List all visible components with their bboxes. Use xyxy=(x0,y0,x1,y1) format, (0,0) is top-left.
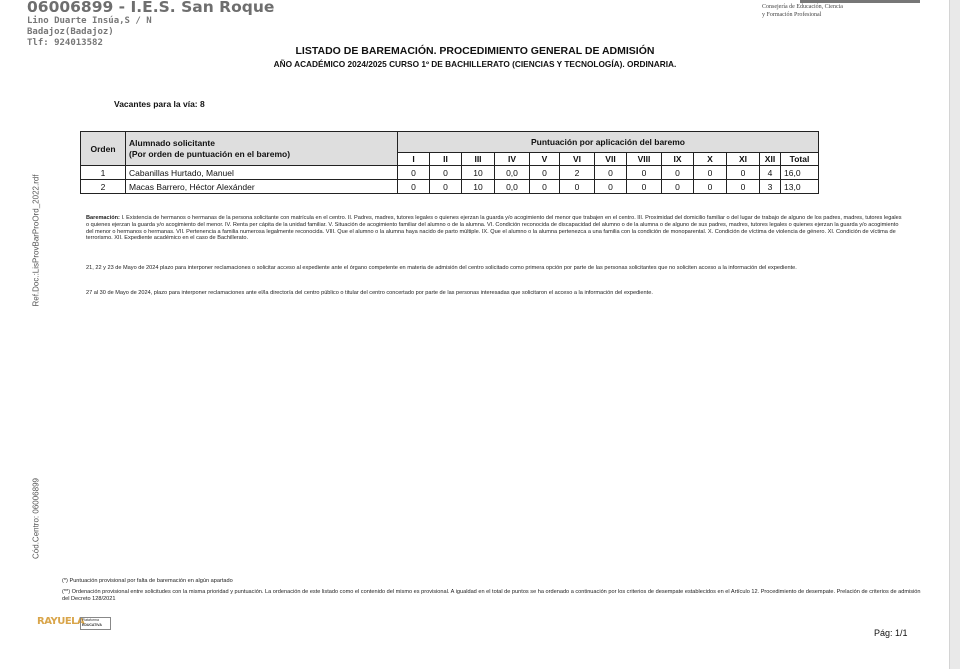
score-cell: 0 xyxy=(662,180,694,194)
rayuela-logo xyxy=(37,616,84,627)
header-criterion: X xyxy=(694,153,727,166)
header-criterion: V xyxy=(530,153,560,166)
header-orden: Orden xyxy=(81,132,126,166)
score-cell: 0 xyxy=(694,180,727,194)
header-criterion: II xyxy=(430,153,462,166)
consejeria-line-2: y Formación Profesional xyxy=(762,12,822,18)
table-row xyxy=(81,166,819,180)
ref-doc-vertical: Ref.Doc.:LisProvBarProOrd_2022.rdf xyxy=(31,174,41,307)
header-alumnado-line-2: (Por orden de puntuación en el baremo) xyxy=(129,148,291,159)
header-criterion: III xyxy=(462,153,495,166)
center-code-title: 06006899 - I.E.S. San Roque xyxy=(27,0,275,16)
header-criterion: XII xyxy=(760,153,781,166)
cod-centro-vertical: Cód.Centro: 06006899 xyxy=(31,478,41,559)
header-total: Total xyxy=(781,153,819,166)
score-cell: 0 xyxy=(727,180,760,194)
header-alumnado-line-1: Alumnado solicitante xyxy=(129,137,215,148)
consejeria-line-1: Consejería de Educación, Ciencia xyxy=(762,4,843,10)
rayuela-logo-text: RAYUELA xyxy=(37,616,85,627)
score-cell: 0 xyxy=(662,166,694,180)
page-number: Pág: 1/1 xyxy=(874,628,908,638)
footnote-ordenacion: (**) Ordenación provisional entre solicitudes con la misma prioridad y puntuación. La ordenación de este listado como el contenido del mismo es provisional. A igualdad en el total de puntos se ha ordenado a continuación por los criterios de desempate establecidos en el Artículo 12. Procedimiento de desempate. Prelación de criterios de admisión del Decreto 128/2021 xyxy=(62,589,921,602)
score-cell: 0 xyxy=(727,166,760,180)
score-cell: 0 xyxy=(530,166,560,180)
header-criterion: I xyxy=(398,153,430,166)
footnote-provisional: (*) Puntuación provisional por falta de baremación en algún apartado xyxy=(62,578,233,584)
table-row xyxy=(81,180,819,194)
score-cell: 0 xyxy=(530,180,560,194)
score-cell: 0 xyxy=(595,166,627,180)
viewer-scrollbar[interactable] xyxy=(949,0,960,669)
header-criterion: IV xyxy=(495,153,530,166)
score-cell: 0 xyxy=(595,180,627,194)
score-cell: 0,0 xyxy=(495,166,530,180)
baremacion-legend-label: Baremación: xyxy=(86,215,120,221)
baremacion-legend xyxy=(86,215,904,242)
row-order: 1 xyxy=(81,166,126,180)
row-order: 2 xyxy=(81,180,126,194)
header-criterion: VIII xyxy=(627,153,662,166)
score-cell: 0 xyxy=(398,166,430,180)
score-cell: 10 xyxy=(462,180,495,194)
header-puntuacion-group: Puntuación por aplicación del baremo xyxy=(398,132,819,153)
document-title: LISTADO DE BAREMACIÓN. PROCEDIMIENTO GENERAL DE ADMISIÓN xyxy=(295,45,655,57)
score-cell: 0 xyxy=(694,166,727,180)
score-cell: 0 xyxy=(627,166,662,180)
score-cell: 2 xyxy=(560,166,595,180)
document-subtitle: AÑO ACADÉMICO 2024/2025 CURSO 1º DE BACHILLERATO (CIENCIAS Y TECNOLOGÍA). ORDINARIA. xyxy=(273,59,677,69)
reclamaciones-note-2: 27 al 30 de Mayo de 2024, plazo para interponer reclamaciones ante el/la director/a del centro público o titular del centro concertado por parte de las personas interesadas que solicitaron el acceso a la información del expediente. xyxy=(86,290,653,296)
score-cell: 3 xyxy=(760,180,781,194)
score-total: 13,0 xyxy=(781,180,819,194)
baremacion-legend-text: I. Existencia de hermanos o hermanas de la persona solicitante con matrícula en el centro. II. Padres, madres, tutores legales o quienes ejerzan la guarda y/o acogimiento del menor que trabajen en el centro. III. Proximidad del domicilio familiar o del lugar de trabajo de alguno de los padres, madres, tutores legales o quienes ejerzan la guarda y/o acogimiento del menor. IV. Renta per cápita de la unidad familiar. V. Situación de acogimiento familiar del alumno o de la alumna. VI. Condición reconocida de discapacidad del alumno o de la alumna o de alguno de sus padres, madres, tutores legales o quienes ejerzan la guarda y/o acogimiento del menor o hermanos o hermanas. VII. Pertenencia a familia numerosa legalmente reconocida. VIII. Que el alumno o la alumna haya nacido de parto múltiple. IX. Que el alumno o la alumna pertenezca a una familia con la condición de monoparental. X. Condición de víctima de violencia de género. XI. Condición de víctima de terrorismo. XII. Expediente académico en el caso de Bachillerato. xyxy=(86,215,902,242)
row-student-name: Macas Barrero, Héctor Alexánder xyxy=(126,180,398,194)
center-city: Badajoz(Badajoz) xyxy=(27,27,114,37)
plataforma-educativa-badge xyxy=(80,617,111,630)
row-student-name: Cabanillas Hurtado, Manuel xyxy=(126,166,398,180)
center-address: Lino Duarte Insúa,S / N xyxy=(27,16,152,26)
score-cell: 10 xyxy=(462,166,495,180)
vacantes-label: Vacantes para la vía: 8 xyxy=(114,99,205,109)
score-total: 16,0 xyxy=(781,166,819,180)
score-cell: 4 xyxy=(760,166,781,180)
header-criterion: VII xyxy=(595,153,627,166)
header-criterion: XI xyxy=(727,153,760,166)
reclamaciones-note-1: 21, 22 y 23 de Mayo de 2024 plazo para interponer reclamaciones o solicitar acceso al expediente ante el órgano competente en materia de admisión del centro solicitado como primera opción por parte de las personas solicitantes que no soliciten acceso a la información del expediente. xyxy=(86,265,797,271)
score-cell: 0 xyxy=(430,166,462,180)
baremacion-table xyxy=(80,131,819,194)
header-criterion: IX xyxy=(662,153,694,166)
educativa-label: EDUCATIVA xyxy=(82,622,102,627)
score-cell: 0,0 xyxy=(495,180,530,194)
score-cell: 0 xyxy=(398,180,430,194)
score-cell: 0 xyxy=(430,180,462,194)
score-cell: 0 xyxy=(627,180,662,194)
plataforma-label: Plataforma xyxy=(82,618,99,622)
score-cell: 0 xyxy=(560,180,595,194)
center-phone: Tlf: 924013582 xyxy=(27,38,103,48)
header-criterion: VI xyxy=(560,153,595,166)
header-alumnado xyxy=(126,132,398,166)
